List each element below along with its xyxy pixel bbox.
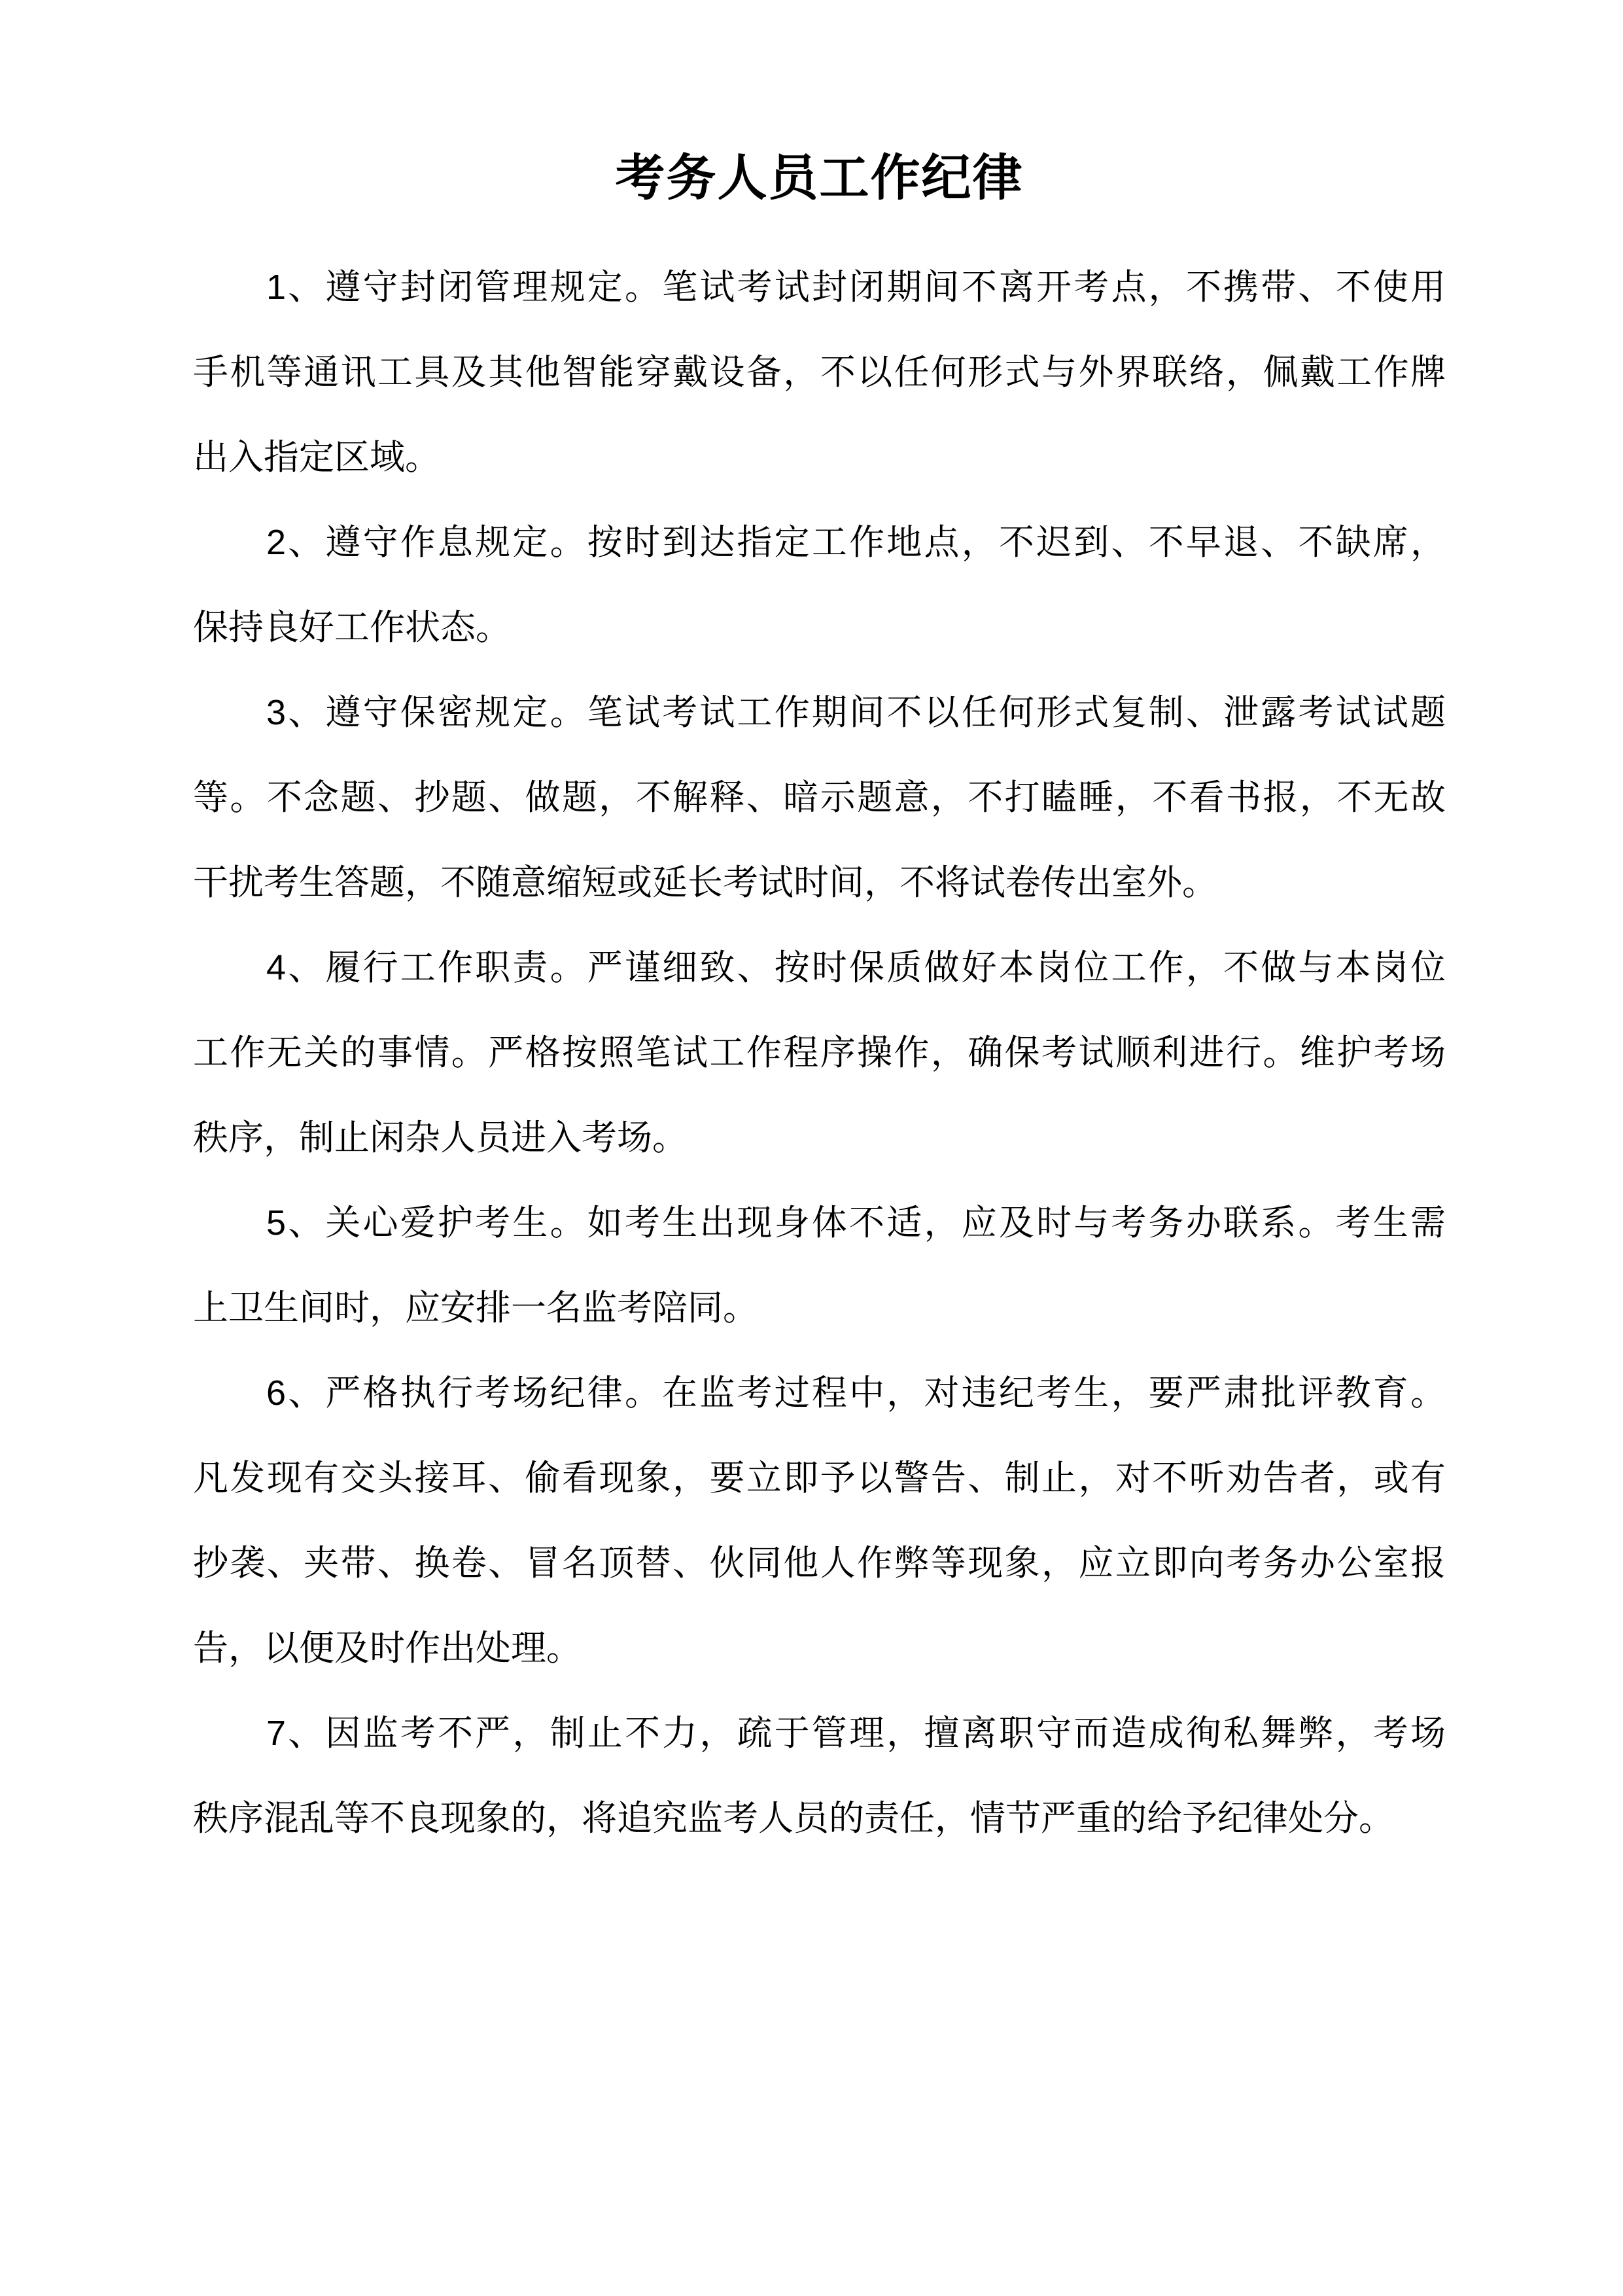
paragraph-line: 告，以便及时作出处理。 xyxy=(193,1629,582,1668)
document-title: 考务人员工作纪律 xyxy=(615,150,1024,206)
paragraph xyxy=(193,670,1446,925)
paragraph-line: 2、遵守作息规定。按时到达指定工作地点，不迟到、不早退、不缺席， xyxy=(266,523,1446,562)
paragraph-line: 6、严格执行考场纪律。在监考过程中，对违纪考生，要严肃批评教育。 xyxy=(266,1373,1446,1413)
paragraph-line: 秩序，制止闲杂人员进入考场。 xyxy=(193,1118,688,1157)
paragraph-line: 手机等通讯工具及其他智能穿戴设备，不以任何形式与外界联络，佩戴工作牌 xyxy=(193,353,1446,392)
paragraph xyxy=(193,245,1446,500)
paragraph-line: 上卫生间时，应安排一名监考陪同。 xyxy=(193,1288,758,1328)
paragraph-line: 保持良好工作状态。 xyxy=(193,608,511,647)
paragraph-line: 干扰考生答题，不随意缩短或延长考试时间，不将试卷传出室外。 xyxy=(193,863,1217,902)
paragraph xyxy=(193,500,1446,670)
paragraph-line: 秩序混乱等不良现象的，将追究监考人员的责任，情节严重的给予纪律处分。 xyxy=(193,1799,1394,1838)
paragraph-line: 1、遵守封闭管理规定。笔试考试封闭期间不离开考点，不携带、不使用 xyxy=(266,268,1446,307)
paragraph-line: 抄袭、夹带、换卷、冒名顶替、伙同他人作弊等现象，应立即向考务办公室报 xyxy=(193,1544,1446,1583)
paragraph-line: 5、关心爱护考生。如考生出现身体不适，应及时与考务办联系。考生需 xyxy=(266,1203,1446,1243)
document-body xyxy=(193,245,1446,1861)
paragraph xyxy=(193,1351,1446,1691)
paragraph-line: 3、遵守保密规定。笔试考试工作期间不以任何形式复制、泄露考试试题 xyxy=(266,693,1446,732)
paragraph-line: 工作无关的事情。严格按照笔试工作程序操作，确保考试顺利进行。维护考场 xyxy=(193,1033,1446,1072)
paragraph-line: 等。不念题、抄题、做题，不解释、暗示题意，不打瞌睡，不看书报，不无故 xyxy=(193,778,1446,817)
paragraph xyxy=(193,1180,1446,1351)
paragraph xyxy=(193,1691,1446,1861)
paragraph xyxy=(193,925,1446,1180)
paragraph-line: 出入指定区域。 xyxy=(193,438,440,477)
paragraph-line: 凡发现有交头接耳、偷看现象，要立即予以警告、制止，对不听劝告者，或有 xyxy=(193,1458,1446,1498)
paragraph-line: 7、因监考不严，制止不力，疏于管理，擅离职守而造成徇私舞弊，考场 xyxy=(266,1714,1446,1753)
paragraph-line: 4、履行工作职责。严谨细致、按时保质做好本岗位工作，不做与本岗位 xyxy=(266,948,1446,987)
